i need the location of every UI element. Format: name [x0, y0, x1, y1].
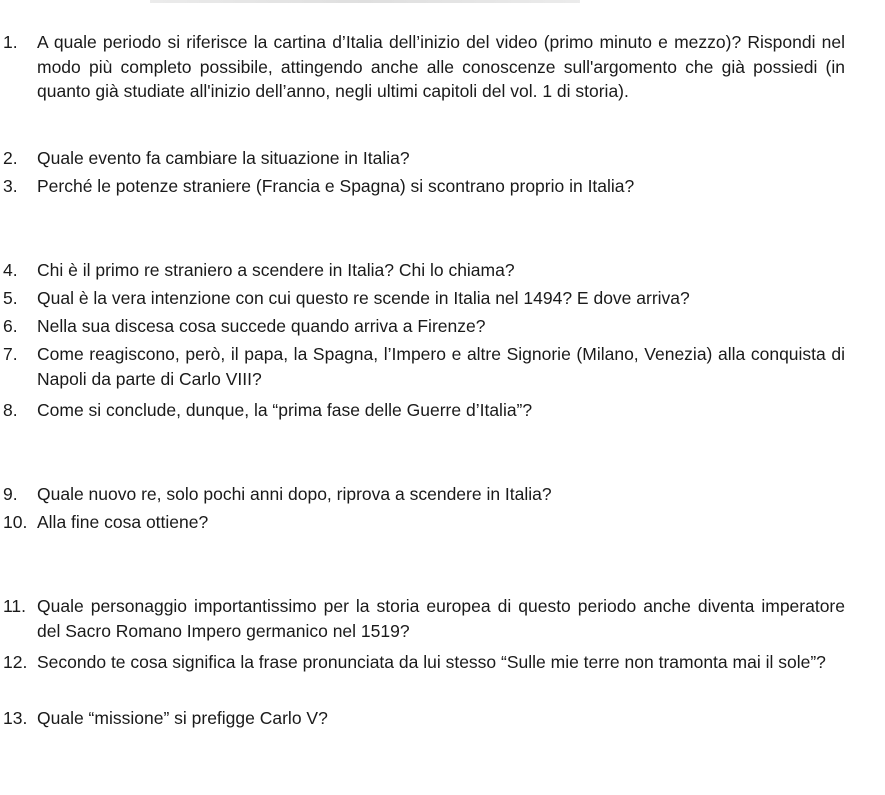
question-number: 11. [3, 596, 27, 616]
question-number: 13. [3, 708, 28, 728]
question-text: Quale “missione” si prefigge Carlo V? [37, 708, 328, 728]
question-number: 3. [3, 176, 18, 196]
question-item [0, 314, 845, 339]
question-text: Quale nuovo re, solo pochi anni dopo, riprova a scendere in Italia? [37, 484, 552, 504]
question-number: 12. [3, 652, 28, 672]
question-number: 5. [3, 288, 18, 308]
question-item [0, 30, 845, 104]
question-item [0, 650, 845, 675]
question-text: Come si conclude, dunque, la “prima fase delle Guerre d’Italia”? [37, 400, 533, 420]
question-text: Secondo te cosa significa la frase pronunciata da lui stesso “Sulle mie terre non tramonta mai il sole”? [37, 652, 826, 672]
question-number: 9. [3, 484, 18, 504]
question-item [0, 258, 845, 283]
question-item [0, 706, 845, 731]
question-item [0, 146, 845, 171]
question-text: Perché le potenze straniere (Francia e Spagna) si scontrano proprio in Italia? [37, 176, 635, 196]
question-text: A quale periodo si riferisce la cartina d’Italia dell’inizio del video (primo minuto e mezzo)? Rispondi nel modo più completo possibile, attingendo anche alle conoscenze sull'argomento che già possiedi (in quanto già studiate all'inizio dell’anno, negli ultimi capitoli del vol. 1 di storia). [37, 32, 845, 101]
question-text: Come reagiscono, però, il papa, la Spagna, l’Impero e altre Signorie (Milano, Venezia) alla conquista di Napoli da parte di Carlo VIII? [37, 344, 845, 389]
question-number: 10. [3, 512, 28, 532]
cropped-top-text-remnant [150, 0, 580, 3]
question-number: 2. [3, 148, 18, 168]
question-text: Qual è la vera intenzione con cui questo re scende in Italia nel 1494? E dove arriva? [37, 288, 690, 308]
question-item [0, 174, 845, 199]
question-text: Quale personaggio importantissimo per la storia europea di questo periodo anche diventa imperatore del Sacro Romano Impero germanico nel 1519? [37, 596, 845, 641]
question-number: 7. [3, 344, 18, 364]
question-number: 8. [3, 400, 18, 420]
question-item [0, 594, 845, 643]
question-item [0, 286, 845, 311]
question-text: Nella sua discesa cosa succede quando arriva a Firenze? [37, 316, 486, 336]
question-number: 6. [3, 316, 18, 336]
question-item [0, 510, 845, 535]
question-item [0, 398, 845, 423]
question-number: 1. [3, 32, 18, 52]
question-item [0, 482, 845, 507]
question-number: 4. [3, 260, 18, 280]
question-text: Quale evento fa cambiare la situazione in Italia? [37, 148, 410, 168]
question-text: Alla fine cosa ottiene? [37, 512, 209, 532]
question-item [0, 342, 845, 391]
question-text: Chi è il primo re straniero a scendere in Italia? Chi lo chiama? [37, 260, 515, 280]
